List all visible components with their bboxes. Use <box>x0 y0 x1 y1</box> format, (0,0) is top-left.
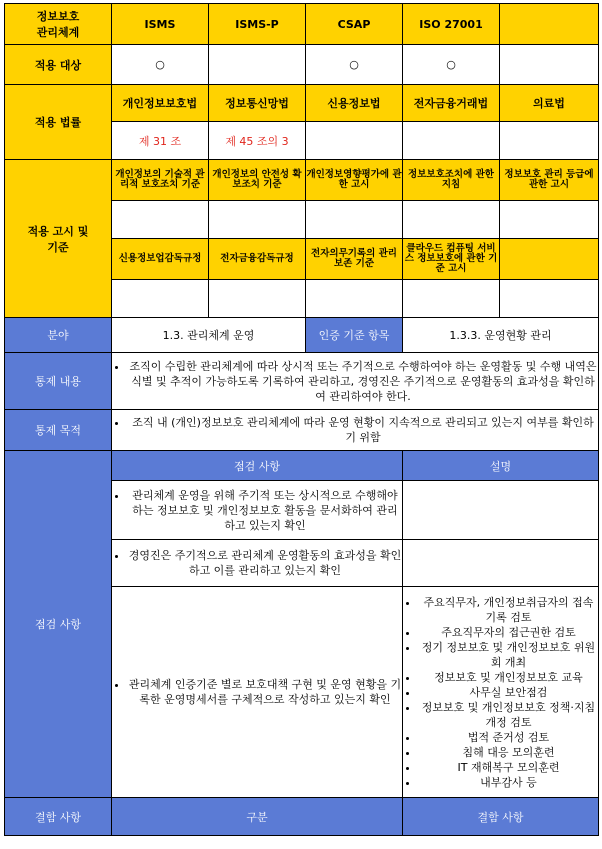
law-article: 제 45 조의 3 <box>209 122 306 160</box>
notice-blank <box>403 280 500 318</box>
notice-item: 개인정보의 기술적 관리적 보호조치 기준 <box>112 160 209 201</box>
system-title-cell <box>5 4 112 45</box>
law-name: 전자금융거래법 <box>403 85 500 122</box>
check-desc-cell <box>403 587 599 798</box>
notice-item: 신용정보업감독규정 <box>112 239 209 280</box>
criteria-value: 1.3.3. 운영현황 관리 <box>403 318 599 353</box>
notices-label-cell <box>5 160 112 318</box>
control-label: 통제 내용 <box>5 353 112 410</box>
notice-item <box>500 239 599 280</box>
desc-item: • 주요직무자, 개인정보취급자의 접속기록 검토 <box>419 595 598 625</box>
law-article <box>403 122 500 160</box>
control-list <box>112 359 598 404</box>
col-csap: CSAP <box>306 4 403 45</box>
desc-item: • 사무실 보안점검 <box>419 685 598 700</box>
col-iso27001: ISO 27001 <box>403 4 500 45</box>
notice-blank <box>209 280 306 318</box>
check-item-cell <box>112 540 403 587</box>
notice-item: 정보보호 관리 등급에 관한 고시 <box>500 160 599 201</box>
defect-header: 결함 사항 <box>403 798 599 836</box>
check-item-cell <box>112 587 403 798</box>
notice-item: 전자금융감독규정 <box>209 239 306 280</box>
desc-item: • IT 재해복구 모의훈련 <box>419 760 598 775</box>
desc-item: • 침해 대응 모의훈련 <box>419 745 598 760</box>
desc-item: • 내부감사 등 <box>419 775 598 790</box>
target-mark: ○ <box>306 45 403 85</box>
check-desc-header: 설명 <box>403 451 599 481</box>
control-text: • 조직이 수립한 관리체계에 따라 상시적 또는 주기적으로 수행하여야 하는 운영활동 및 수행 내역은 식별 및 추적이 가능하도록 기록하여 관리하고, 경영진은 주기적으로 운영활동의 효과성을 확인하여 관리하여야 한다. <box>128 359 598 404</box>
target-label: 적용 대상 <box>5 45 112 85</box>
law-name: 개인정보보호법 <box>112 85 209 122</box>
desc-item: • 정보보호 및 개인정보보호 교육 <box>419 670 598 685</box>
check-label: 점검 사항 <box>5 451 112 798</box>
target-mark: ○ <box>403 45 500 85</box>
desc-item: • 법적 준거성 검토 <box>419 730 598 745</box>
target-mark <box>500 45 599 85</box>
check-item: • 관리체계 운영을 위해 주기적 또는 상시적으로 수행해야 하는 정보보호 및 개인정보보호 활동을 문서화하여 관리하고 있는지 확인 <box>128 488 402 533</box>
notice-blank <box>500 280 599 318</box>
check-item: • 관리체계 인증기준 별로 보호대책 구현 및 운영 현황을 기록한 운영명세서를 구체적으로 작성하고 있는지 확인 <box>128 677 402 707</box>
system-title: 정보보호 관리체계 <box>36 10 80 39</box>
defect-label: 결함 사항 <box>5 798 112 836</box>
notice-blank <box>403 201 500 239</box>
purpose-content <box>112 410 599 451</box>
field-value: 1.3. 관리체계 운영 <box>112 318 306 353</box>
purpose-text: • 조직 내 (개인)정보보호 관리체계에 따라 운영 현황이 지속적으로 관리되고 있는지 여부를 확인하기 위함 <box>128 415 598 445</box>
col-isms: ISMS <box>112 4 209 45</box>
purpose-list <box>112 415 598 445</box>
target-mark: ○ <box>112 45 209 85</box>
notice-item: 클라우드 컴퓨팅 서비스 정보보호에 관한 기준 고시 <box>403 239 500 280</box>
check-item-list <box>112 548 402 578</box>
law-article: 제 31 조 <box>112 122 209 160</box>
control-content <box>112 353 599 410</box>
desc-item: • 주요직무자의 접근권한 검토 <box>419 625 598 640</box>
notice-blank <box>306 201 403 239</box>
col-isms-p: ISMS-P <box>209 4 306 45</box>
notice-item: 전자의무기록의 관리 보존 기준 <box>306 239 403 280</box>
notice-blank <box>209 201 306 239</box>
notice-blank <box>306 280 403 318</box>
purpose-label: 통제 목적 <box>5 410 112 451</box>
check-item-list <box>112 488 402 533</box>
field-label: 분야 <box>5 318 112 353</box>
defect-category-header: 구분 <box>112 798 403 836</box>
document-table <box>4 3 599 836</box>
criteria-label: 인증 기준 항목 <box>306 318 403 353</box>
law-name: 신용정보법 <box>306 85 403 122</box>
notice-blank <box>112 280 209 318</box>
notices-label: 적용 고시 및 기준 <box>27 224 89 254</box>
check-items-header: 점검 사항 <box>112 451 403 481</box>
laws-label: 적용 법률 <box>5 85 112 160</box>
notice-item: 개인정보영향평가에 관한 고시 <box>306 160 403 201</box>
law-article <box>500 122 599 160</box>
law-name: 정보통신망법 <box>209 85 306 122</box>
check-item: • 경영진은 주기적으로 관리체계 운영활동의 효과성을 확인하고 이를 관리하고 있는지 확인 <box>128 548 402 578</box>
notice-item: 개인정보의 안전성 확보조치 기준 <box>209 160 306 201</box>
law-name: 의료법 <box>500 85 599 122</box>
law-article <box>306 122 403 160</box>
check-desc-list <box>403 595 598 790</box>
desc-item: • 정보보호 및 개인정보보호 정책·지침 개정 검토 <box>419 700 598 730</box>
notice-blank <box>500 201 599 239</box>
target-mark <box>209 45 306 85</box>
notice-blank <box>112 201 209 239</box>
check-desc-blank <box>403 540 599 587</box>
notice-item: 정보보호조치에 관한 지침 <box>403 160 500 201</box>
check-item-list <box>112 677 402 707</box>
col-empty <box>500 4 599 45</box>
check-item-cell <box>112 481 403 540</box>
desc-item: • 정기 정보보호 및 개인정보보호 위원회 개최 <box>419 640 598 670</box>
check-desc-blank <box>403 481 599 540</box>
